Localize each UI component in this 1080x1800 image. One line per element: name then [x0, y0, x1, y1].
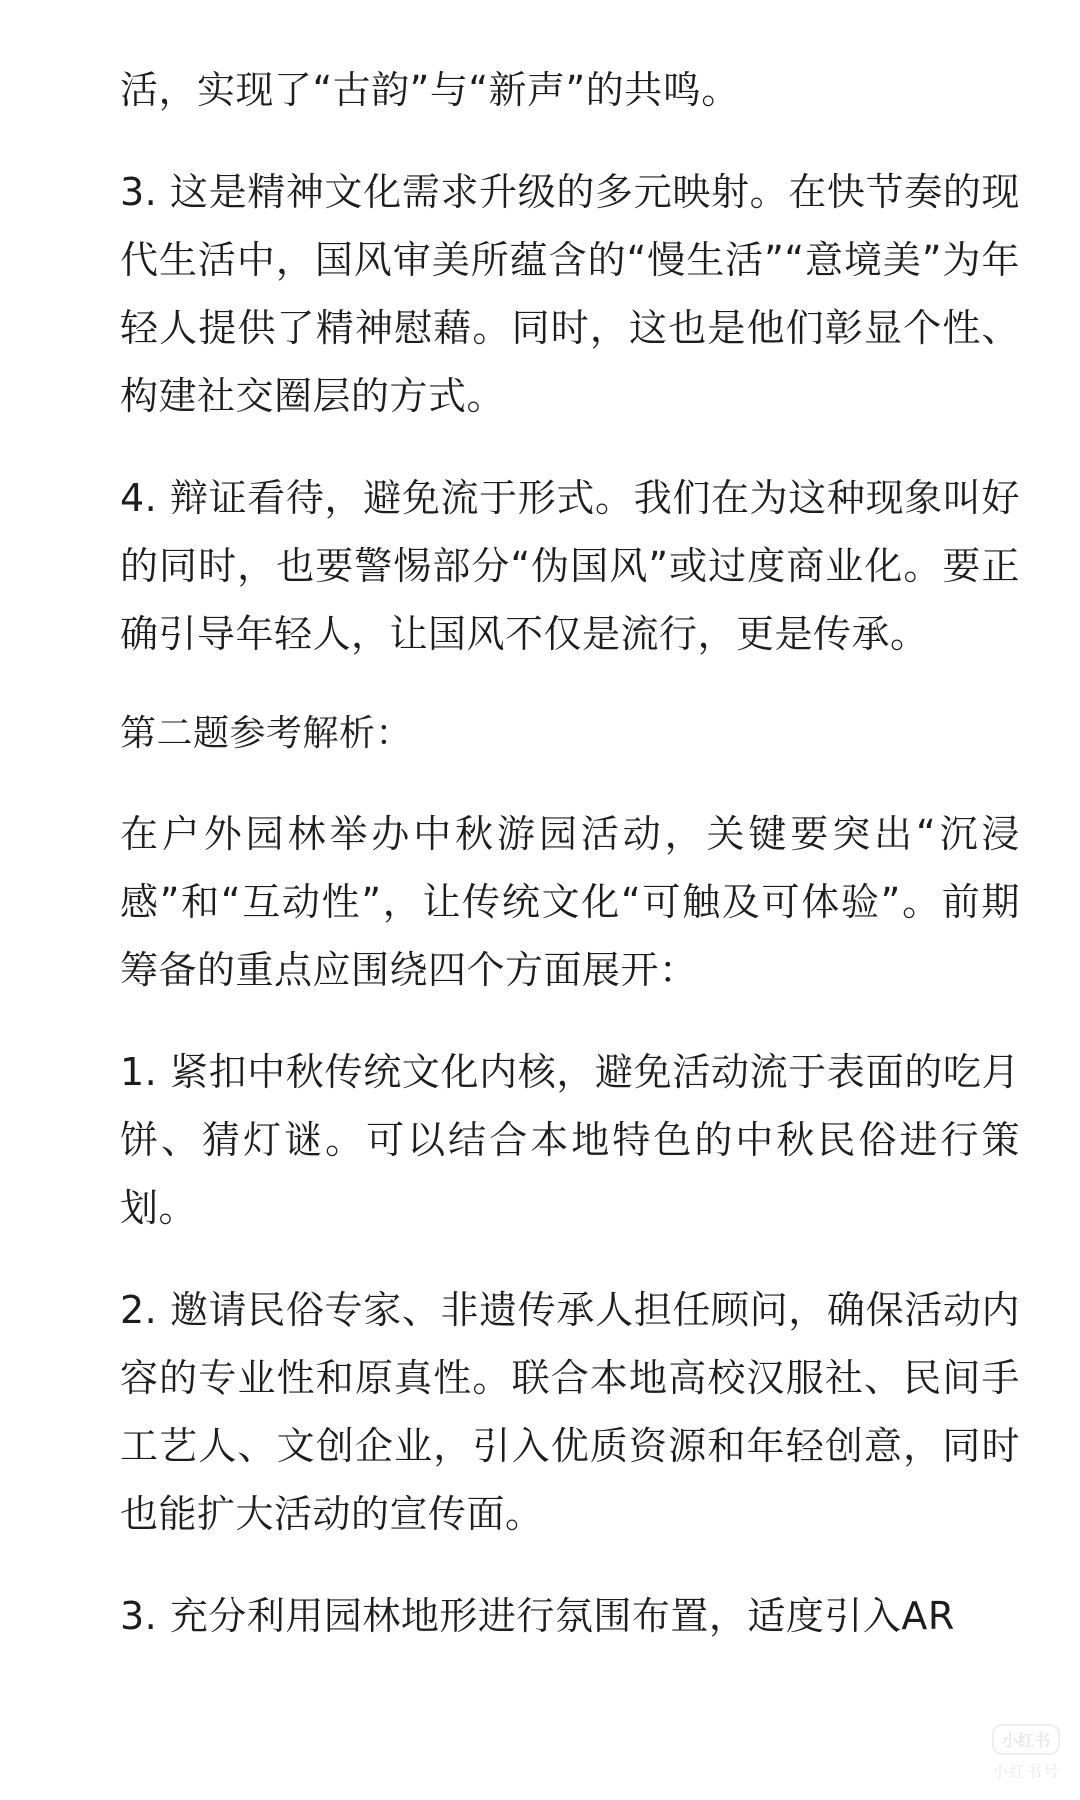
- watermark-logo: 小红书: [992, 1724, 1060, 1755]
- article-body: [120, 56, 1020, 1684]
- watermark: [992, 1724, 1060, 1782]
- paragraph-intro: 在户外园林举办中秋游园活动，关键要突出“沉浸感”和“互动性”，让传统文化“可触及可体验”。前期筹备的重点应围绕四个方面展开：: [120, 812, 1020, 992]
- paragraph-point-3: 3. 这是精神文化需求升级的多元映射。在快节奏的现代生活中，国风审美所蕴含的“慢生活”“意境美”为年轻人提供了精神慰藉。同时，这也是他们彰显个性、构建社交圈层的方式。: [120, 170, 1020, 418]
- paragraph-item-2: 2. 邀请民俗专家、非遗传承人担任顾问，确保活动内容的专业性和原真性。联合本地高校汉服社、民间手工艺人、文创企业，引入优质资源和年轻创意，同时也能扩大活动的宣传面。: [120, 1288, 1020, 1536]
- paragraph-point-4: 4. 辩证看待，避免流于形式。我们在为这种现象叫好的同时，也要警惕部分“伪国风”或过度商业化。要正确引导年轻人，让国风不仅是流行，更是传承。: [120, 476, 1020, 656]
- section-heading: 第二题参考解析：: [120, 713, 413, 754]
- watermark-text: 小红书号: [991, 1762, 1060, 1781]
- paragraph-continuation: 活，实现了“古韵”与“新声”的共鸣。: [120, 68, 740, 112]
- paragraph-item-1: 1. 紧扣中秋传统文化内核，避免活动流于表面的吃月饼、猜灯谜。可以结合本地特色的中秋民俗进行策划。: [120, 1050, 1020, 1230]
- paragraph-item-3: 3. 充分利用园林地形进行氛围布置，适度引入AR: [120, 1594, 955, 1638]
